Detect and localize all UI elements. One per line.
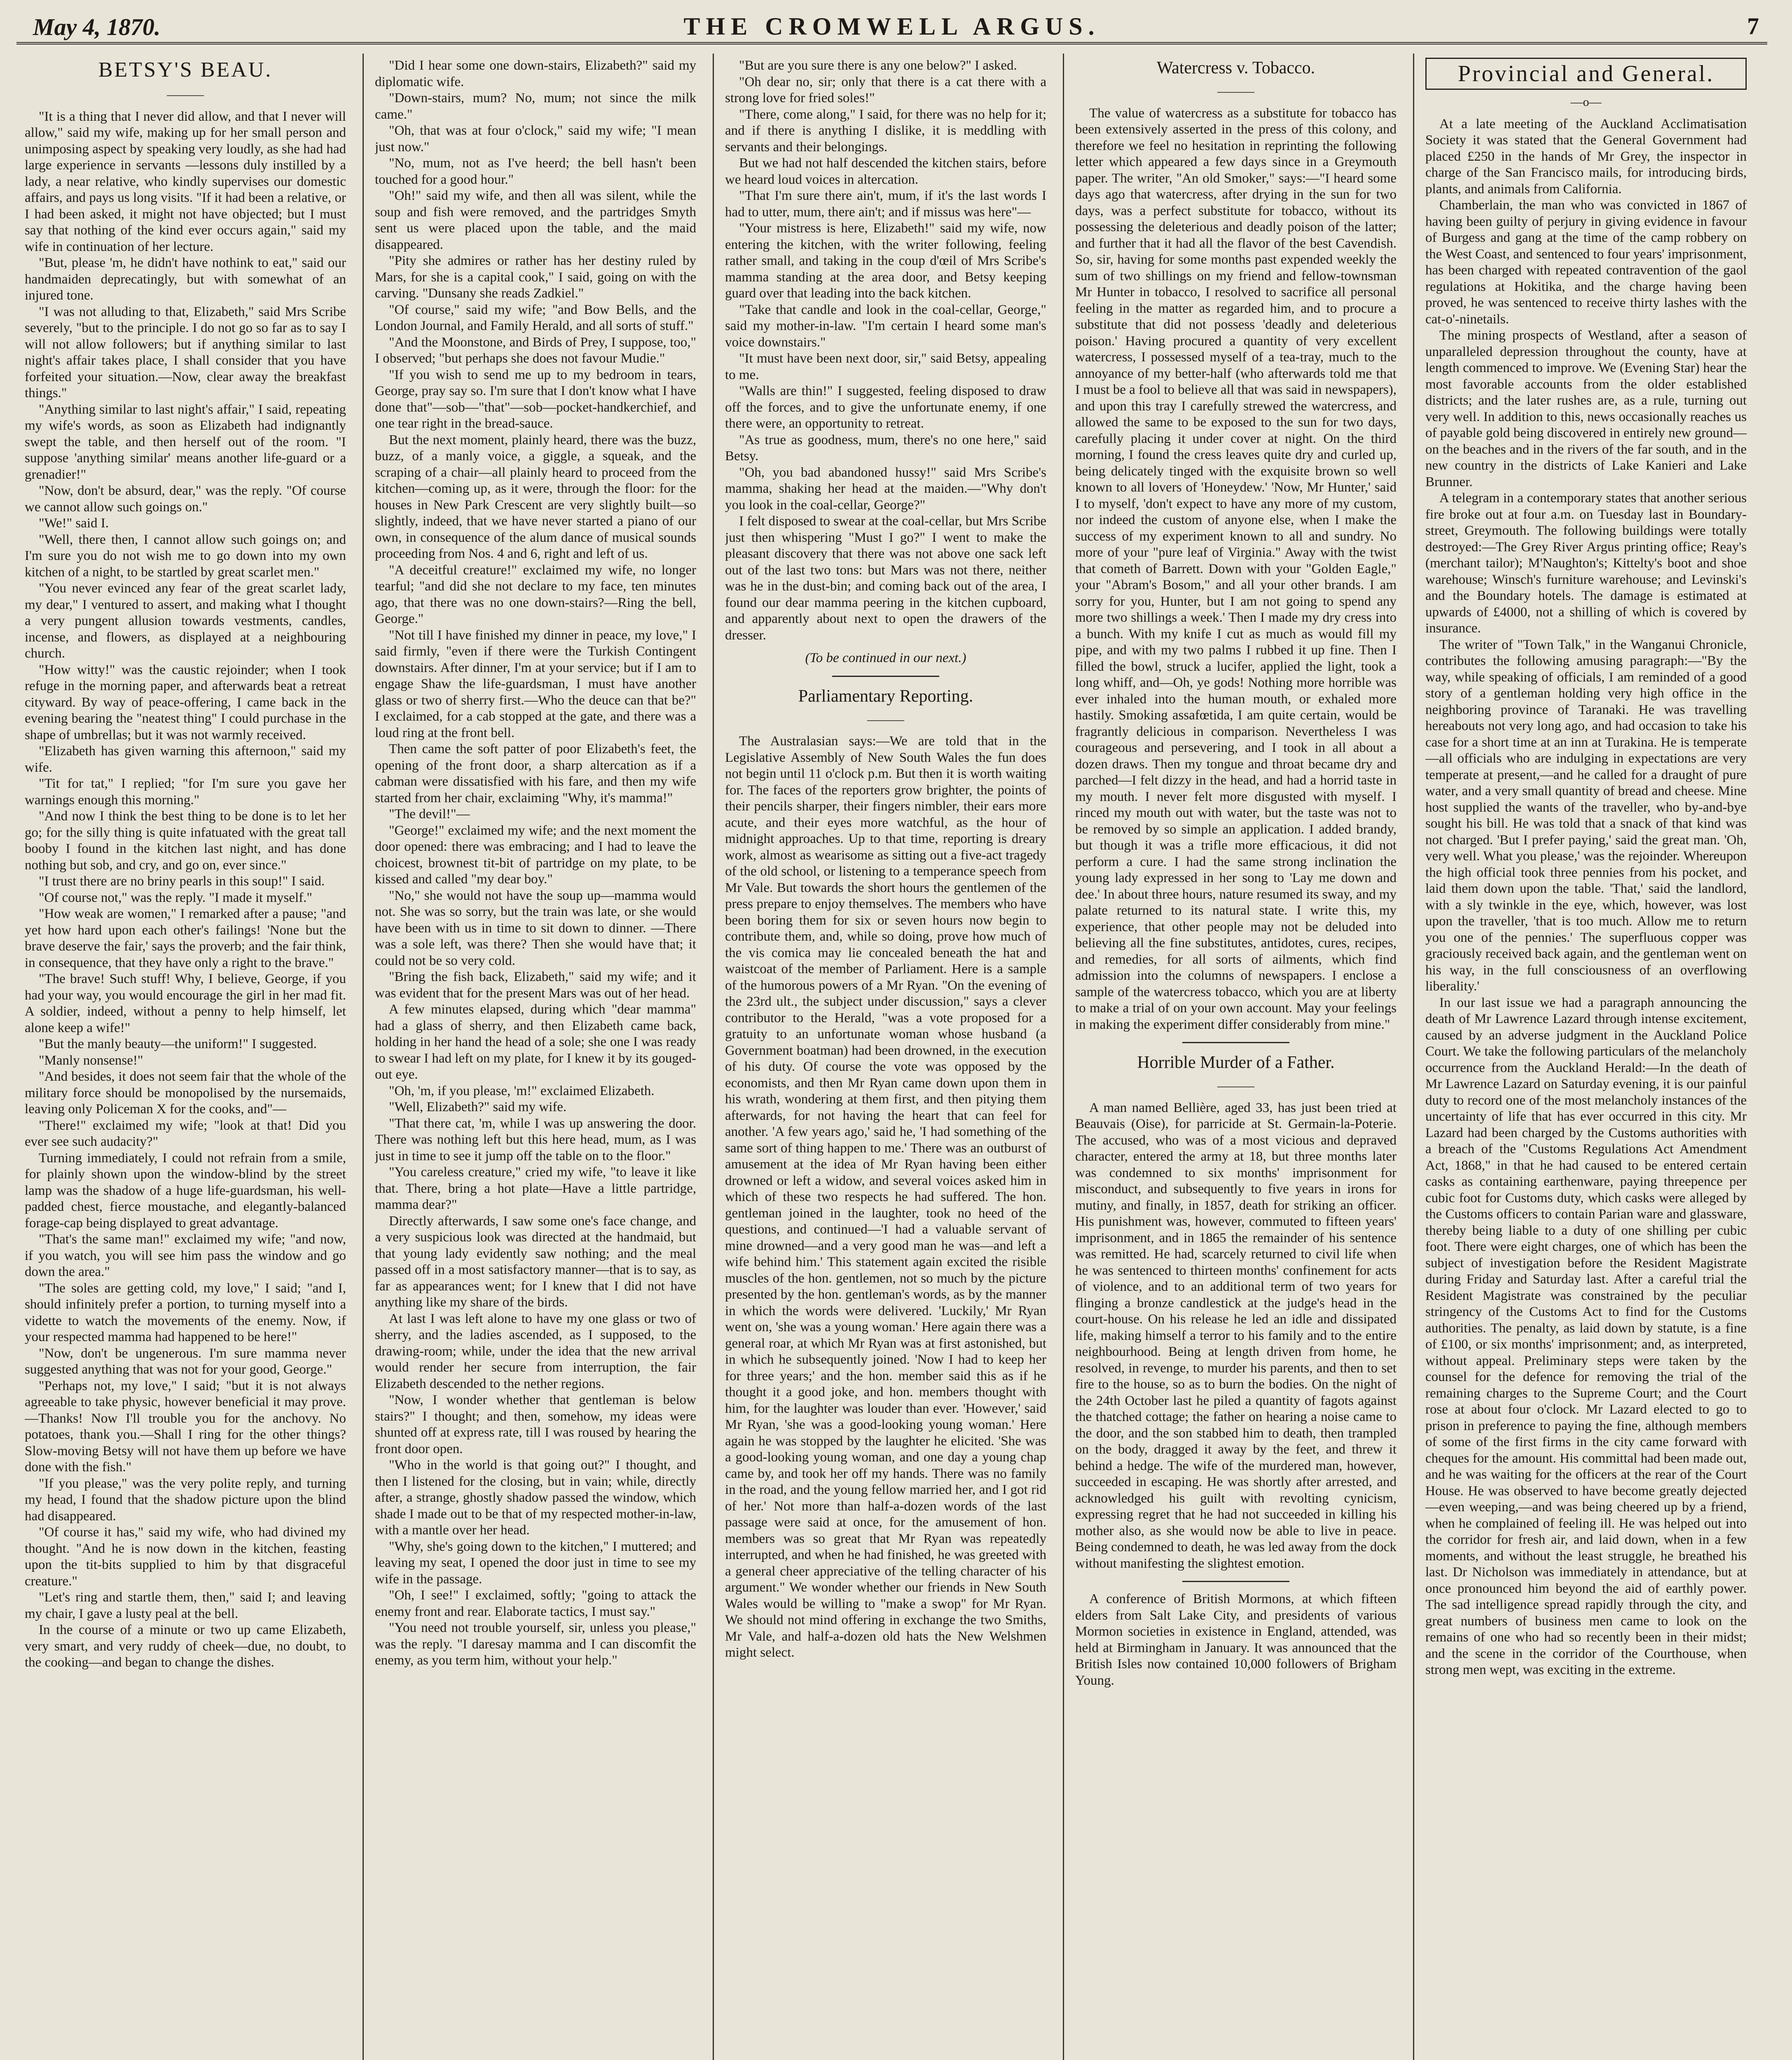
paragraph: At a late meeting of the Auckland Acclimatisation Society it was stated that the General Government had placed £250 in the hands of Mr Grey, the inspector in charge of the San Francisco mails, for introducing birds, plants, and animals from California.	[1425, 116, 1747, 197]
column-3	[725, 58, 1046, 2060]
column-rule	[1063, 54, 1064, 2060]
article-body-parliamentary	[725, 733, 1046, 1661]
column-2	[375, 58, 696, 2060]
article-body-mormon	[1075, 1591, 1397, 1689]
paragraph: At last I was left alone to have my one glass or two of sherry, and the ladies ascended, as I supposed, to the drawing-room; while, under the idea that the new arrival would render her secure from interruption, the fair Elizabeth descended to the nether regions.	[375, 1311, 696, 1391]
paragraph: But the next moment, plainly heard, there was the buzz, buzz, of a manly voice, a giggle, a squeak, and the scraping of a chair—all plainly heard to proceed from the kitchen—coming up, as it were, through the floor: for the houses in New Park Crescent are very slightly built—so slightly, indeed, that we have never started a piano of our own, in consequence of the alum dance of musical sounds proceeding from Nos. 4 and 6, right and left of us.	[375, 432, 696, 561]
paragraph: "There!" exclaimed my wife; "look at that! Did you ever see such audacity?"	[25, 1118, 346, 1149]
paragraph: "Did I hear some one down-stairs, Elizabeth?" said my diplomatic wife.	[375, 58, 696, 89]
paragraph: "How weak are women," I remarked after a pause; "and yet how hard upon each other's failings! 'None but the brave deserve the fair,' says the proverb; and the fair think, in consequence, that they have only a right to the brave."	[25, 906, 346, 970]
column-rule	[363, 54, 364, 2060]
paragraph: A telegram in a contemporary states that another serious fire broke out at four a.m. on Tuesday last in Boundary-street, Greymouth. The following buildings were totally destroyed:—The Grey River Argus printing office; Reay's (merchant tailor); M'Naughton's; Kittelty's boot and shoe warehouse; Winsch's furniture warehouse; and Levinski's and the Boundary hotels. The damage is estimated at upwards of £4000, not a shilling of which is covered by insurance.	[1425, 491, 1747, 636]
paragraph: "Oh, 'm, if you please, 'm!" exclaimed Elizabeth.	[389, 1083, 655, 1098]
story-title: BETSY'S BEAU.	[98, 58, 273, 82]
article-body-watercress	[1075, 105, 1397, 1033]
paragraph: "No," she would not have the soup up—mamma would not. She was so sorry, but the train was late, or she would have been with us in time to sit down to dinner. —There was a sole left, was there? Then she would have that; it could not be so very cold.	[375, 888, 696, 968]
paragraph: "Of course," said my wife; "and Bow Bells, and the London Journal, and Family Herald, and all sorts of stuff."	[375, 302, 696, 333]
paragraph: "Well, Elizabeth?" said my wife.	[389, 1100, 567, 1114]
paragraph: "Walls are thin!" I suggested, feeling disposed to draw off the forces, and to give the unfortunate enemy, if one there were, an opportunity to retreat.	[725, 384, 1046, 431]
paragraph: "Take that candle and look in the coal-cellar, George," said my mother-in-law. "I'm certain I heard some man's voice downstairs."	[725, 302, 1046, 350]
paragraph: The writer of "Town Talk," in the Wanganui Chronicle, contributes the following amusing paragraph:—"By the way, while speaking of officials, I am reminded of a good story of a gentleman holding very high office in the neighboring province of Taranaki. He was travelling hereabouts not very long ago, and had occasion to take his case for a short time at an inn at Turakina. He is temperate—all officials who are indulging in expectations are very temperate at present,—and he called for a draught of pure water, and a very small quantity of bread and cheese. Mine host supplied the wants of the traveller, who by-and-bye sought his bill. He was told that a snack of that kind was not charged. 'But I prefer paying,' said the great man. 'Oh, very well. What you please,' was the rejoinder. Whereupon the high official took three pennies from his pocket, and laid them down upon the table. 'That,' said the landlord, with a sly twinkle in the eye, which, however, was lost upon the traveller, 'that is too much. Allow me to return you one of the pennies.' The superfluous copper was graciously received back again, and the gentleman went on his way, in the full consciousness of an overflowing liberality.'	[1425, 637, 1747, 994]
paragraph: "You never evinced any fear of the great scarlet lady, my dear," I ventured to assert, and making what I thought a very pungent allusion towards vestments, candles, incense, and flowers, as displayed at a neighbouring church.	[25, 581, 346, 661]
paragraph: "The brave! Such stuff! Why, I believe, George, if you had your way, you would encourage the girl in her mad fit. A soldier, indeed, without a penny to help himself, let alone keep a wife!"	[25, 971, 346, 1035]
paragraph: "Who in the world is that going out?" I thought, and then I listened for the closing, but in vain; while, directly after, a strange, ghostly shadow passed the window, which shade I made out to be that of my respected mother-in-law, with a mantle over her head.	[375, 1458, 696, 1538]
paragraph: "Let's ring and startle them, then," said I; and leaving my chair, I gave a lusty peal at the bell.	[25, 1590, 346, 1621]
paragraph: "Anything similar to last night's affair," I said, repeating my wife's words, as soon as Elizabeth had indignantly swept the table, and then herself out of the room. "I suppose 'anything similar' means another life-guard or a grenadier!"	[25, 402, 346, 482]
paragraph: "You need not trouble yourself, sir, unless you please," was the reply. "I daresay mamma and I can discomfit the enemy, as you term him, without your help."	[375, 1620, 696, 1668]
paragraph: "No, mum, not as I've heerd; the bell hasn't been touched for a good hour."	[375, 156, 696, 187]
paragraph: "How witty!" was the caustic rejoinder; when I took refuge in the morning paper, and afterwards beat a retreat cityward. By way of peace-offering, I came back in the evening bearing the "neatest thing" I could purchase in the shape of umbrellas; but it was not warmly received.	[25, 662, 346, 742]
paragraph: "Pity she admires or rather has her destiny ruled by Mars, for she is a capital cook," I said, going on with the carving. "Dunsany she reads Zadkiel."	[375, 253, 696, 301]
paragraph: "And now I think the best thing to be done is to let her go; for the silly thing is quite infatuated with the great tall booby I found in the kitchen last night, and has done nothing but sob, and cry, and go on, ever since."	[25, 809, 346, 873]
paragraph: "I trust there are no briny pearls in this soup!" I said.	[39, 874, 325, 889]
paragraph: "Oh!" said my wife, and then all was silent, while the soup and fish were removed, and the partridges Smyth sent us were placed upon the table, and the maid disappeared.	[375, 188, 696, 252]
paragraph: "You careless creature," cried my wife, "to leave it like that. There, bring a hot plate—Have a little partridge, mamma dear?"	[375, 1165, 696, 1212]
paragraph: Then came the soft patter of poor Elizabeth's feet, the opening of the front door, a sharp altercation as if a cabman were dissatisfied with his fare, and then my wife started from her chair, exclaiming "Why, it's mamma!"	[375, 742, 696, 805]
paragraph: "Elizabeth has given warning this afternoon," said my wife.	[25, 744, 346, 775]
paragraph: "Oh, I see!" I exclaimed, softly; "going to attack the enemy front and rear. Elaborate tactics, I must say."	[375, 1588, 696, 1619]
paragraph: "Now, don't be absurd, dear," was the reply. "Of course we cannot allow such goings on."	[25, 483, 346, 515]
paragraph: "Oh dear no, sir; only that there is a cat there with a strong love for fried soles!"	[725, 74, 1046, 105]
paragraph: "Your mistress is here, Elizabeth!" said my wife, now entering the kitchen, with the writer following, feeling rather small, and taking in the coup d'œil of Mrs Scribe's mamma standing at the area door, and Betsy keeping guard over that leading into the back kitchen.	[725, 221, 1046, 301]
paragraph: "Manly nonsense!"	[39, 1053, 143, 1068]
paragraph: "Now, I wonder whether that gentleman is below stairs?" I thought; and then, somehow, my ideas were shunted off at express rate, till I was roused by hearing the front door open.	[375, 1393, 696, 1456]
paragraph: "As true as goodness, mum, there's no one here," said Betsy.	[725, 432, 1046, 464]
paragraph: "It is a thing that I never did allow, and that I never will allow," said my wife, making up for her small person and unimposing aspect by speaking very loudly, as she had had large experience in servants —lessons duly instilled by a lady, a near relative, who kindly supervises our domestic affairs, and pays us long visits. "If it had been a relative, or I had been asked, it might not have objected; but I must say that nothing of the kind ever occurs again," said my wife in continuation of her lecture.	[25, 109, 346, 254]
article-body-murder	[1075, 1100, 1397, 1572]
article-title-murder: Horrible Murder of a Father.	[1137, 1053, 1335, 1072]
paragraph: In our last issue we had a paragraph announcing the death of Mr Lawrence Lazard through intense excitement, caused by an adverse judgment in the Auckland Police Court. We take the following particulars of the melancholy occurrence from the Auckland Herald:—In the death of Mr Lawrence Lazard on Saturday evening, it is our painful duty to record one of the most melancholy instances of the uncertainty of life that has ever occurred in this city. Mr Lazard had been charged by the Customs authorities with a breach of the "Customs Regulations Act Amendment Act, 1868," in that he had caused to be entered certain casks as containing earthenware, paying threepence per cubic foot for Customs duty, which casks were alleged by the Customs officers to contain Parian ware and glassware, thereby being liable to a duty of one shilling per cubic foot. There were eight charges, one of which has been the subject of investigation before the Resident Magistrate during Friday and Saturday last. After a careful trial the Resident Magistrate was constrained by the peculiar stringency of the Customs Act to find for the Customs authorities. The penalty, as laid down by statute, is a fine of £100, or six months' imprisonment; and, as interpreted, without appeal. Preliminary steps were taken by the counsel for the defence for removing the trial of the remaining charges to the Supreme Court; and the Court rose at about four o'clock. Mr Lazard elected to go to prison in preference to paying the fine, although members of some of the first firms in the city came forward with cheques for the amount. His committal had been made out, and he was waiting for the officers at the rear of the Court House. He was observed to have become greatly dejected—even weeping,—and was being cheered up by a friend, when he complained of feeling ill. He was helped out into the corridor for fresh air, and laid down, when in a few moments, and without the least struggle, he breathed his last. Dr Nicholson was immediately in attendance, but at once pronounced him beyond the aid of earthly power. The sad intelligence spread rapidly through the city, and great numbers of business men came to look on the remains of one who had so recently been in their midst; and the scene in the corridor of the Courthouse, when strong men wept, was exciting in the extreme.	[1425, 995, 1747, 1677]
section-body-provincial	[1425, 116, 1747, 1678]
column-4	[1075, 58, 1397, 2060]
paragraph: The value of watercress as a substitute for tobacco has been extensively asserted in the press of this colony, and therefore we feel no hesitation in reprinting the following letter which appeared a few days since in a Greymouth paper. The writer, "An old Smoker," says:—"I heard some days ago that watercress, after drying in the sun for two days, was a perfect substitute for tobacco, without its possessing the deleterious and deadly poison of the latter; and further that it had all the flavor of the best Cavendish. So, sir, having for some months past expended weekly the sum of two shillings on my friend and fellow-townsman Mr Hunter in tobacco, I resolved to sacrifice all personal feeling in the matter as regarded him, and to procure a substitute that did not possess 'deadly and deleterious poison.' Having procured a quantity of very excellent watercress, I possessed myself of a tea-tray, much to the annoyance of my better-half (who afterwards told me that I must be a fool to believe all that was said in newspapers), and upon this tray I carefully strewed the watercress, and allowed the same to be exposed to the sun for two days, carefully placing it under cover at night. On the third morning, I found the cress leaves quite dry and curled up, being delicately tinged with the exquisite brown so well known to all lovers of 'Honeydew.' 'Now, Mr Hunter,' said I to myself, 'don't expect to have any more of my custom, nor indeed the custom of anyone else, when I make the success of my experiment known to all and sundry. No more of your "pure leaf of Virginia." Away with the twist that cometh of Barrett. Down with your "Golden Eagle," your "Abram's Bosom," and all your other brands. I am sorry for you, Hunter, but I am not going to spend any more two shillings a week.' Then I made my dry cress into a bunch. With my knife I cut as much as would fill my pipe, and with my two palms I rubbed it up fine. Then I filled the bowl, struck a lucifer, applied the light, took a long whiff, and—Oh, ye gods! Nothing more horrible was ever inhaled into the human mouth, or exhaled more hastily. Smoking assafœtida, I am quite certain, would be fragrantly delicious in comparison. Nevertheless I was courageous and persevering, and I took in all about a dozen draws. Then my tongue and throat became dry and parched—I felt dizzy in the head, and had a horrid taste in my mouth. I never felt more disgusted with myself. I rinced my mouth out with water, but the taste was not to be removed by so simple an application. I added brandy, but though it was a trifle more efficacious, it did not perform a cure. I had the same strong inclination the young lady expressed in her song to 'Lay me down and dee.' In about three hours, nature resumed its sway, and my palate returned to its natural state. I write this, my experience, that other people may not be deluded into believing all the fine substitutes, antidotes, cures, recipes, and remedies, for all sorts of ailments, which find admission into the columns of newspapers. I enclose a sample of the watercress tobacco, which you are at liberty to make a trial of on your own account. May your feelings in making the experiment differ considerably from mine."	[1075, 105, 1397, 1032]
paragraph: A few minutes elapsed, during which "dear mamma" had a glass of sherry, and then Elizabeth came back, holding in her hand the head of a sole; she one I was ready to swear I had left on my plate, for I knew it by its gouged-out eye.	[375, 1002, 696, 1082]
paragraph: "Perhaps not, my love," I said; "but it is not always agreeable to take physic, however beneficial it may prove.—Thanks! Now I'll trouble you for the anchovy. No potatoes, thank you.—Shall I ring for the other things? Slow-moving Betsy will not have them up before we have done with the fish."	[25, 1378, 346, 1475]
paragraph: "And besides, it does not seem fair that the whole of the military force should be monopolised by the nursemaids, leaving only Policeman X for the cooks, and"—	[25, 1069, 346, 1117]
paragraph: "Bring the fish back, Elizabeth," said my wife; and it was evident that for the present Mars was out of her head.	[375, 969, 696, 1001]
column-rule	[1413, 54, 1414, 2060]
paragraph: The Australasian says:—We are told that in the Legislative Assembly of New South Wales the fun does not begin until 11 o'clock p.m. But then it is worth waiting for. The faces of the reporters grow brighter, the points of their pencils sharper, their fingers nimbler, their ears more acute, and their eyes more watchful, as the hour of midnight approaches. Up to that time, reporting is dreary work, almost as wearisome as sitting out a five-act tragedy of the old school, or listening to a temperance speech from Mr Vale. But towards the short hours the gentlemen of the press prepare to enjoy themselves. The members who have been boring them for six or seven hours now begin to contribute them, and, while so doing, prove how much of the vis comica may lie concealed beneath the hat and waistcoat of the member of Parliament. Here is a sample of the humorous powers of a Mr Ryan. "On the evening of the 23rd ult., the subject under discussion," says a clever contributor to the Herald, "was a vote proposed for a gratuity to an unfortunate woman whose husband (a Government boatman) had been drowned, in the execution of his duty. Of course the vote was opposed by the economists, and then Mr Ryan came down upon them in his wrath, wondering at them first, and then pitying them afterwards, for not having the heart that can feel for another. 'A few years ago,' said he, 'I had something of the same sort of thing happen to me.' There was an outburst of amusement at the idea of Mr Ryan having been either drowned or left a widow, and several voices asked him in which of these two respects he had suffered. The hon. gentleman joined in the laughter, took no heed of the questions, and continued—'I had a valuable servant of mine drowned—and a very good man he was—and left a wife behind him.' This statement again excited the risible muscles of the hon. gentlemen, not so much by the picture presented by the hon. gentleman's words, as by the manner in which the words were delivered. 'Luckily,' Mr Ryan went on, 'she was a young woman.' Here again there was a general roar, at which Mr Ryan was at first astonished, but in which he subsequently joined. 'Now I had to keep her for three years;' and the hon. member said this as if he thought it a good joke, and hon. members thought with him, for the laughter was louder than ever. 'However,' said Mr Ryan, 'she was a good-looking young woman.' Here again he was stopped by the laughter he elicited. 'She was a good-looking young woman, and one day a young chap came by, and took her off my hands. There was no family in the road, and the young fellow married her, and I got rid of her.' Not more than half-a-dozen words of the last passage were said at once, for the amusement of hon. members was so great that Mr Ryan was repeatedly interrupted, and when he had finished, he was greeted with a general cheer appreciative of the telling character of his argument." We wonder whether our friends in New South Wales would be willing to "make a swop" for Mr Ryan. We should not mind offering in exchange the two Smiths, Mr Vale, and half-a-dozen old hats the New Welshmen might select.	[725, 734, 1046, 1660]
paragraph: "If you wish to send me up to my bedroom in tears, George, pray say so. I'm sure that I don't know what I have done that"—sob—"that"—sob—pocket-handkerchief, and one tear right in the bread-sauce.	[375, 367, 696, 431]
paragraph: "George!" exclaimed my wife; and the next moment the door opened: there was embracing; and I had to leave the choicest, brownest tit-bit of partridge on my plate, to be kissed and called "my dear boy."	[375, 823, 696, 887]
paragraph: "The soles are getting cold, my love," I said; "and I, should infinitely prefer a portion, to turning myself into a vidette to watch the movements of the enemy. Now, if your respected mamma had happened to be here!"	[25, 1280, 346, 1344]
paragraph: "But the manly beauty—the uniform!" I suggested.	[39, 1037, 317, 1051]
paragraph: "If you please," was the very polite reply, and turning my head, I found that the shadow picture upon the blind had disappeared.	[25, 1476, 346, 1524]
paragraph: "We!" said I.	[39, 516, 109, 531]
paragraph: I felt disposed to swear at the coal-cellar, but Mrs Scribe just then whispering "Must I go?" I went to make the pleasant discovery that there was not above one sack left out of the last two tons: but Mars was not there, neither was he in the dust-bin; and coming back out of the area, I found our dear mamma peering in the kitchen cupboard, and apparently about next to open the drawers of the dresser.	[725, 514, 1046, 643]
page-number: 7	[1747, 13, 1759, 40]
story-body-part3	[725, 58, 1046, 644]
section-title-provincial: Provincial and General.	[1425, 58, 1747, 90]
section-rule	[1182, 1042, 1289, 1043]
article-title-parliamentary: Parliamentary Reporting.	[798, 686, 973, 706]
paragraph: Directly afterwards, I saw some one's face change, and a very suspicious look was directed at the handmaid, but that young lady evidently saw nothing; and the meal passed off in a most satisfactory manner—that is to say, as far as appearances went; for I knew that I did not have anything like my share of the birds.	[375, 1213, 696, 1310]
paragraph: "Oh, that was at four o'clock," said my wife; "I mean just now."	[375, 123, 696, 154]
paragraph: "Tit for tat," I replied; "for I'm sure you gave her warnings enough this morning."	[25, 776, 346, 808]
issue-date: May 4, 1870.	[33, 14, 161, 40]
paragraph: A man named Bellière, aged 33, has just been tried at Beauvais (Oise), for parricide at St. Germain-la-Poterie. The accused, who was of a most vicious and depraved character, entered the army at 18, but three months later was condemned to six months' imprisonment for misconduct, and subsequently to five years in irons for mutiny, and finally, in 1857, death for striking an officer. His punishment was, however, commuted to fifteen years' imprisonment, and in 1865 the remainder of his sentence was remitted. He had, scarcely returned to civil life when he was sentenced to thirteen months' confinement for acts of violence, and to an additional term of two years for flinging a bronze candlestick at the judge's head in the court-house. On his release he led an idle and dissipated life, making himself a terror to his family and to the entire neighbourhood. Being at length driven from home, he resolved, in revenge, to murder his parents, and then to set fire to the house, so as to burn the bodies. On the night of the 24th October last he piled a quantity of fagots against the thatched cottage; the father on hearing a noise came to the door, and the son stabbed him to death, then trampled on the body, dragged it away by the feet, and threw it behind a hedge. The wife of the murdered man, however, succeeded in escaping. He was shortly after arrested, and acknowledged his guilt with revolting cynicism, expressing regret that he had not succeeded in killing his mother also, as she would now be able to live in peace. Being condemned to death, he was led away from the dock without manifesting the slightest emotion.	[1075, 1100, 1397, 1571]
paragraph: "Of course not," was the reply. "I made it myself."	[39, 890, 312, 905]
title-ornament: —o—	[1570, 95, 1602, 109]
paragraph: "It must have been next door, sir," said Betsy, appealing to me.	[725, 351, 1046, 382]
section-rule	[1182, 1581, 1289, 1582]
paragraph: But we had not half descended the kitchen stairs, before we heard loud voices in altercation.	[725, 156, 1046, 187]
section-rule	[832, 676, 939, 677]
title-ornament: ———	[1217, 1079, 1254, 1093]
paragraph: "That's the same man!" exclaimed my wife; "and now, if you watch, you will see him pass the window and go down the area."	[25, 1232, 346, 1279]
newspaper-page	[16, 8, 1767, 2060]
column-5	[1425, 58, 1747, 2060]
paragraph: In the course of a minute or two up came Elizabeth, very smart, and very ruddy of cheek—due, no doubt, to the cooking—and began to change the dishes.	[25, 1622, 346, 1670]
column-1	[25, 58, 346, 2060]
paragraph: "But, please 'm, he didn't have nothink to eat," said our handmaiden deprecatingly, but with somewhat of an injured tone.	[25, 255, 346, 303]
paragraph: "Now, don't be ungenerous. I'm sure mamma never suggested anything that was not for your good, George."	[25, 1346, 346, 1377]
paragraph: "Why, she's going down to the kitchen," I muttered; and leaving my seat, I opened the door just in time to see my wife in the passage.	[375, 1539, 696, 1587]
title-ornament: ———	[1217, 84, 1254, 98]
paragraph: Chamberlain, the man who was convicted in 1867 of having been guilty of perjury in giving evidence in favour of Burgess and gang at the time of the camp robbery on the West Coast, and sentenced to four years' imprisonment, has been charged with repeated contravention of the gaol regulations at Hokitika, and the charge having been proved, he was sentenced to receive thirty lashes with the cat-o'-ninetails.	[1425, 198, 1747, 327]
title-ornament: ———	[167, 88, 204, 101]
paragraph: "I was not alluding to that, Elizabeth," said Mrs Scribe severely, "but to the principle. I do not go so far as to say I will not allow followers; but if anything similar to last night's affair takes place, I shall consider that you have forfeited your situation.—Now, clear away the breakfast things."	[25, 304, 346, 400]
paragraph: A conference of British Mormons, at which fifteen elders from Salt Lake City, and presidents of various Mormon societies in existence in England, attended, was held at Birmingham in January. It was announced that the British Isles now contained 10,000 followers of Brigham Young.	[1075, 1592, 1397, 1688]
article-title-watercress: Watercress v. Tobacco.	[1156, 59, 1315, 77]
paragraph: "But are you sure there is any one below?" I asked.	[739, 58, 1017, 73]
masthead	[16, 8, 1767, 44]
story-body-part2	[375, 58, 696, 1669]
newspaper-title: THE CROMWELL ARGUS.	[683, 13, 1100, 40]
story-body-part1	[25, 109, 346, 1671]
paragraph: Turning immediately, I could not refrain from a smile, for plainly shown upon the window-blind by the street lamp was the shadow of a huge life-guardsman, his well-padded chest, fierce moustache, and elegantly-balanced forage-cap being displayed to great advantage.	[25, 1150, 346, 1231]
paragraph: "Not till I have finished my dinner in peace, my love," I said firmly, "even if there were the Turkish Contingent downstairs. After dinner, I'm at your service; but if I am to engage Shaw the life-guardsman, I must have another glass or two of sherry first.—Who the deuce can that be?" I exclaimed, for a cab stopped at the gate, and there was a loud ring at the front bell.	[375, 627, 696, 740]
column-rule	[713, 54, 714, 2060]
paragraph: "The devil!"—	[389, 807, 470, 822]
paragraph: "Of course it has," said my wife, who had divined my thought. "And he is now down in the kitchen, feasting upon the tit-bits supplied to him by that disgraceful creature."	[25, 1525, 346, 1589]
paragraph: "That I'm sure there ain't, mum, if it's the last words I had to utter, mum, there ain't; and if missus was here"—	[725, 188, 1046, 220]
title-ornament: ———	[867, 712, 904, 726]
paragraph: "That there cat, 'm, while I was up answering the door. There was nothing left but this here head, mum, as I was just in time to see it jump off the table on to the floor."	[375, 1116, 696, 1163]
paragraph: "Well, there then, I cannot allow such goings on; and I'm sure you do not wish me to go down into my own kitchen of a night, to be startled by great scarlet men."	[25, 532, 346, 580]
paragraph: "Down-stairs, mum? No, mum; not since the milk came."	[375, 91, 696, 122]
paragraph: "And the Moonstone, and Birds of Prey, I suppose, too," I observed; "but perhaps she does not favour Mudie."	[375, 335, 696, 366]
paragraph: "A deceitful creature!" exclaimed my wife, no longer tearful; "and did she not declare to my face, ten minutes ago, that there was no one down-stairs?—Ring the bell, George."	[375, 562, 696, 626]
to-be-continued: (To be continued in our next.)	[805, 651, 966, 665]
paragraph: "Oh, you bad abandoned hussy!" said Mrs Scribe's mamma, shaking her head at the maiden.—"Why don't you look in the coal-cellar, George?"	[725, 465, 1046, 513]
paragraph: The mining prospects of Westland, after a season of unparalleled depression throughout the county, have at length commenced to improve. We (Evening Star) hear the most favorable accounts from the older established districts; and the later rushes are, as a rule, turning out very well. In addition to this, news occasionally reaches us of payable gold being discovered in entirely new ground—on the beaches and in the rivers of the far south, and in the new country in the districts of Lake Kanieri and Lake Brunner.	[1425, 328, 1747, 489]
paragraph: "There, come along," I said, for there was no help for it; and if there is anything I dislike, it is meddling with servants and their belongings.	[725, 107, 1046, 154]
